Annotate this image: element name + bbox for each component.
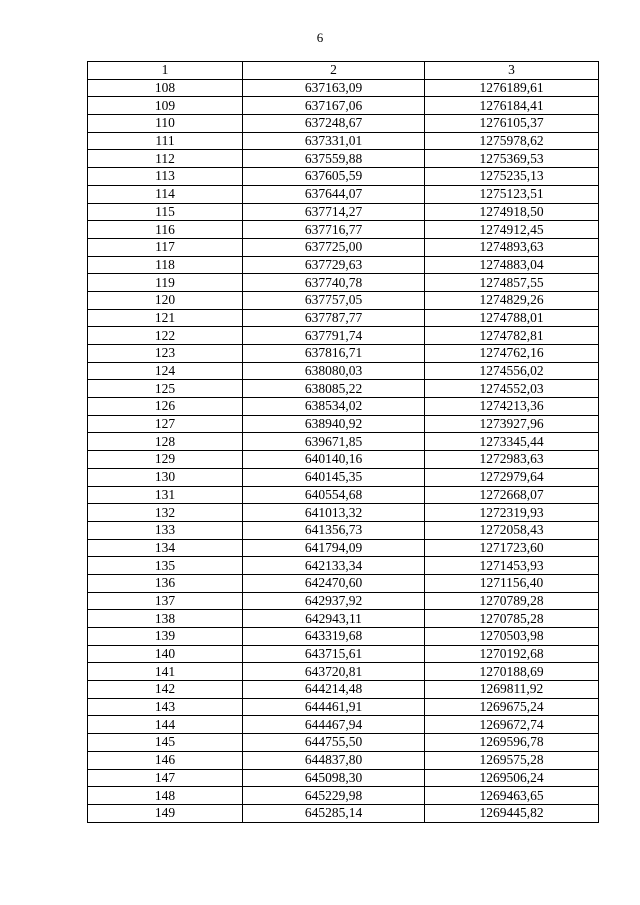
point-number-cell: 118 <box>88 256 243 274</box>
y-coordinate-cell: 1269445,82 <box>425 804 599 822</box>
point-number-cell: 116 <box>88 221 243 239</box>
point-number-cell: 133 <box>88 521 243 539</box>
x-coordinate-cell: 641794,09 <box>243 539 425 557</box>
table-row <box>88 115 599 133</box>
y-coordinate-cell: 1269506,24 <box>425 769 599 787</box>
point-number-cell: 129 <box>88 451 243 469</box>
y-coordinate-cell: 1270785,28 <box>425 610 599 628</box>
y-coordinate-cell: 1272983,63 <box>425 451 599 469</box>
y-coordinate-cell: 1272058,43 <box>425 521 599 539</box>
x-coordinate-cell: 644837,80 <box>243 751 425 769</box>
y-coordinate-cell: 1274857,55 <box>425 274 599 292</box>
x-coordinate-cell: 645285,14 <box>243 804 425 822</box>
table-row <box>88 291 599 309</box>
y-coordinate-cell: 1276184,41 <box>425 97 599 115</box>
x-coordinate-cell: 640554,68 <box>243 486 425 504</box>
table-row <box>88 592 599 610</box>
table-row <box>88 256 599 274</box>
x-coordinate-cell: 643720,81 <box>243 663 425 681</box>
y-coordinate-cell: 1272319,93 <box>425 504 599 522</box>
point-number-cell: 115 <box>88 203 243 221</box>
table-row <box>88 628 599 646</box>
point-number-cell: 131 <box>88 486 243 504</box>
table-row <box>88 681 599 699</box>
table-row <box>88 415 599 433</box>
point-number-cell: 130 <box>88 468 243 486</box>
point-number-cell: 120 <box>88 291 243 309</box>
table-row <box>88 734 599 752</box>
point-number-cell: 128 <box>88 433 243 451</box>
x-coordinate-cell: 637729,63 <box>243 256 425 274</box>
table-row <box>88 433 599 451</box>
y-coordinate-cell: 1274883,04 <box>425 256 599 274</box>
point-number-cell: 147 <box>88 769 243 787</box>
x-coordinate-cell: 640140,16 <box>243 451 425 469</box>
table-row <box>88 521 599 539</box>
x-coordinate-cell: 637716,77 <box>243 221 425 239</box>
y-coordinate-cell: 1274552,03 <box>425 380 599 398</box>
point-number-cell: 140 <box>88 645 243 663</box>
point-number-cell: 122 <box>88 327 243 345</box>
y-coordinate-cell: 1271453,93 <box>425 557 599 575</box>
header-cell-3: 3 <box>425 62 599 80</box>
table-row <box>88 804 599 822</box>
point-number-cell: 108 <box>88 79 243 97</box>
y-coordinate-cell: 1274556,02 <box>425 362 599 380</box>
x-coordinate-cell: 644214,48 <box>243 681 425 699</box>
table-row <box>88 751 599 769</box>
point-number-cell: 124 <box>88 362 243 380</box>
y-coordinate-cell: 1275123,51 <box>425 185 599 203</box>
point-number-cell: 141 <box>88 663 243 681</box>
x-coordinate-cell: 644755,50 <box>243 734 425 752</box>
y-coordinate-cell: 1270789,28 <box>425 592 599 610</box>
y-coordinate-cell: 1271723,60 <box>425 539 599 557</box>
y-coordinate-cell: 1274893,63 <box>425 238 599 256</box>
y-coordinate-cell: 1274918,50 <box>425 203 599 221</box>
x-coordinate-cell: 642470,60 <box>243 574 425 592</box>
x-coordinate-cell: 643715,61 <box>243 645 425 663</box>
point-number-cell: 142 <box>88 681 243 699</box>
y-coordinate-cell: 1269575,28 <box>425 751 599 769</box>
point-number-cell: 114 <box>88 185 243 203</box>
x-coordinate-cell: 637559,88 <box>243 150 425 168</box>
x-coordinate-cell: 637644,07 <box>243 185 425 203</box>
y-coordinate-cell: 1275978,62 <box>425 132 599 150</box>
table-row <box>88 274 599 292</box>
point-number-cell: 134 <box>88 539 243 557</box>
point-number-cell: 112 <box>88 150 243 168</box>
header-cell-2: 2 <box>243 62 425 80</box>
point-number-cell: 132 <box>88 504 243 522</box>
x-coordinate-cell: 637248,67 <box>243 115 425 133</box>
x-coordinate-cell: 637740,78 <box>243 274 425 292</box>
table-row <box>88 150 599 168</box>
point-number-cell: 138 <box>88 610 243 628</box>
table-row <box>88 645 599 663</box>
point-number-cell: 126 <box>88 398 243 416</box>
point-number-cell: 148 <box>88 787 243 805</box>
x-coordinate-cell: 639671,85 <box>243 433 425 451</box>
point-number-cell: 119 <box>88 274 243 292</box>
y-coordinate-cell: 1276189,61 <box>425 79 599 97</box>
x-coordinate-cell: 638940,92 <box>243 415 425 433</box>
table-row <box>88 203 599 221</box>
x-coordinate-cell: 640145,35 <box>243 468 425 486</box>
y-coordinate-cell: 1272979,64 <box>425 468 599 486</box>
point-number-cell: 113 <box>88 168 243 186</box>
point-number-cell: 139 <box>88 628 243 646</box>
page-number: 6 <box>316 30 324 45</box>
x-coordinate-cell: 638085,22 <box>243 380 425 398</box>
x-coordinate-cell: 642943,11 <box>243 610 425 628</box>
point-number-cell: 121 <box>88 309 243 327</box>
x-coordinate-cell: 637816,71 <box>243 345 425 363</box>
y-coordinate-cell: 1276105,37 <box>425 115 599 133</box>
y-coordinate-cell: 1274213,36 <box>425 398 599 416</box>
table-row <box>88 362 599 380</box>
header-cell-1: 1 <box>88 62 243 80</box>
point-number-cell: 136 <box>88 574 243 592</box>
x-coordinate-cell: 637331,01 <box>243 132 425 150</box>
x-coordinate-cell: 637787,77 <box>243 309 425 327</box>
x-coordinate-cell: 637791,74 <box>243 327 425 345</box>
point-number-cell: 111 <box>88 132 243 150</box>
x-coordinate-cell: 644461,91 <box>243 698 425 716</box>
x-coordinate-cell: 641013,32 <box>243 504 425 522</box>
y-coordinate-cell: 1273345,44 <box>425 433 599 451</box>
table-row <box>88 97 599 115</box>
point-number-cell: 143 <box>88 698 243 716</box>
table-row <box>88 468 599 486</box>
y-coordinate-cell: 1269672,74 <box>425 716 599 734</box>
x-coordinate-cell: 637757,05 <box>243 291 425 309</box>
y-coordinate-cell: 1269811,92 <box>425 681 599 699</box>
point-number-cell: 145 <box>88 734 243 752</box>
point-number-cell: 149 <box>88 804 243 822</box>
x-coordinate-cell: 643319,68 <box>243 628 425 646</box>
table-row <box>88 327 599 345</box>
table-row <box>88 557 599 575</box>
y-coordinate-cell: 1274788,01 <box>425 309 599 327</box>
x-coordinate-cell: 638080,03 <box>243 362 425 380</box>
x-coordinate-cell: 637167,06 <box>243 97 425 115</box>
table-row <box>88 398 599 416</box>
y-coordinate-cell: 1274762,16 <box>425 345 599 363</box>
x-coordinate-cell: 644467,94 <box>243 716 425 734</box>
table-row <box>88 574 599 592</box>
x-coordinate-cell: 637163,09 <box>243 79 425 97</box>
point-number-cell: 117 <box>88 238 243 256</box>
table-row <box>88 221 599 239</box>
table-row <box>88 769 599 787</box>
y-coordinate-cell: 1270188,69 <box>425 663 599 681</box>
y-coordinate-cell: 1269463,65 <box>425 787 599 805</box>
y-coordinate-cell: 1273927,96 <box>425 415 599 433</box>
table-row <box>88 716 599 734</box>
point-number-cell: 144 <box>88 716 243 734</box>
table-row <box>88 539 599 557</box>
table-row <box>88 168 599 186</box>
x-coordinate-cell: 637714,27 <box>243 203 425 221</box>
x-coordinate-cell: 645229,98 <box>243 787 425 805</box>
table-row <box>88 309 599 327</box>
point-number-cell: 127 <box>88 415 243 433</box>
x-coordinate-cell: 638534,02 <box>243 398 425 416</box>
y-coordinate-cell: 1275369,53 <box>425 150 599 168</box>
table-row <box>88 504 599 522</box>
y-coordinate-cell: 1275235,13 <box>425 168 599 186</box>
table-row <box>88 787 599 805</box>
x-coordinate-cell: 642133,34 <box>243 557 425 575</box>
x-coordinate-cell: 637725,00 <box>243 238 425 256</box>
y-coordinate-cell: 1274912,45 <box>425 221 599 239</box>
y-coordinate-cell: 1269675,24 <box>425 698 599 716</box>
y-coordinate-cell: 1269596,78 <box>425 734 599 752</box>
point-number-cell: 135 <box>88 557 243 575</box>
table-row <box>88 79 599 97</box>
y-coordinate-cell: 1270503,98 <box>425 628 599 646</box>
point-number-cell: 146 <box>88 751 243 769</box>
point-number-cell: 110 <box>88 115 243 133</box>
y-coordinate-cell: 1272668,07 <box>425 486 599 504</box>
table-row <box>88 698 599 716</box>
table-row <box>88 663 599 681</box>
y-coordinate-cell: 1270192,68 <box>425 645 599 663</box>
table-row <box>88 238 599 256</box>
point-number-cell: 123 <box>88 345 243 363</box>
y-coordinate-cell: 1274829,26 <box>425 291 599 309</box>
point-number-cell: 137 <box>88 592 243 610</box>
point-number-cell: 125 <box>88 380 243 398</box>
x-coordinate-cell: 637605,59 <box>243 168 425 186</box>
table-row <box>88 451 599 469</box>
x-coordinate-cell: 641356,73 <box>243 521 425 539</box>
y-coordinate-cell: 1274782,81 <box>425 327 599 345</box>
table-row <box>88 185 599 203</box>
y-coordinate-cell: 1271156,40 <box>425 574 599 592</box>
x-coordinate-cell: 645098,30 <box>243 769 425 787</box>
point-number-cell: 109 <box>88 97 243 115</box>
table-row <box>88 610 599 628</box>
table-row <box>88 132 599 150</box>
table-row <box>88 345 599 363</box>
table-row <box>88 486 599 504</box>
table-body <box>88 79 599 822</box>
x-coordinate-cell: 642937,92 <box>243 592 425 610</box>
table-row <box>88 380 599 398</box>
table-header-row <box>88 62 599 80</box>
coordinates-table <box>87 61 599 823</box>
